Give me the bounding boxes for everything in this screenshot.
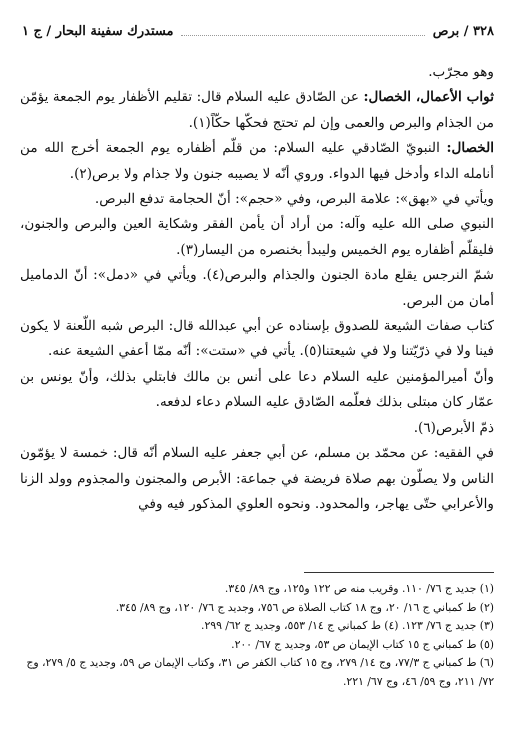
paragraph: ويأتي في «بهق»: علامة البرص، وفي «حجم»: أنّ الحجامة تدفع البرص. — [94, 191, 494, 208]
footnote: (٦) ط كمباني ج ٧٧/٣، وج ١٤/ ٢٧٩، وج ١٥ كتاب الكفر ص ٣١، وكتاب الإيمان ص ٥٩، وجديد ج ٥/ ٢٧٩، وج ٧٢/ ٢١١، وج ٥٩/ ٤٦، وج ٦٧/ ٢٢١. — [26, 656, 494, 688]
paragraph-text: النبويّ الصّادقي عليه السلام: من قلّم أظفاره يوم الجمعة أخرج الله من أنامله الداء وأدخل فيها الدواء. وروي أنّه لا يصيبه جنون ولا جذام ولا برص(٢). — [20, 140, 494, 182]
header-page-ref: ٣٢٨ / برص — [432, 23, 494, 39]
paragraph — [20, 136, 494, 187]
footnote: (٣) جديد ج ٧٦/ ١٢٣. (٤) ط كمباني ج ١٤/ ٥٥٣، وجديد ج ٦٢/ ٢٩٩. — [201, 619, 494, 633]
footnote-divider — [304, 572, 494, 573]
paragraph: وهو مجرّب. — [428, 64, 494, 80]
footnote: (٥) ط كمباني ج ١٥ كتاب الإيمان ص ٥٣، وجديد ج ٦٧/ ٢٠٠. — [231, 637, 494, 651]
source-label: الخصال: — [446, 140, 494, 157]
paragraph: وأنّ أميرالمؤمنين عليه السلام دعا على أنس بن مالك فابتلي بذلك، وأنّ يونس بن عمّار كان مبتلى بذلك فعلّمه الصّادق عليه السلام دعاء لدفعه. — [20, 368, 494, 411]
footnotes — [22, 580, 494, 692]
paragraph: في الفقيه: عن محمّد بن مسلم، عن أبي جعفر عليه السلام أنّه قال: خمسة لا يؤمّون الناس ولا يصلّون بهم صلاة فريضة في جماعة: الأبرص والمجنون والمجذوم وولد الزنا والأعرابي حتّى يهاجر، والمحدود. ونحوه العلوي المذكور فيه وفي — [20, 445, 494, 512]
footnote: (١) جديد ج ٧٦/ ١١٠. وقريب منه ص ١٢٢ و١٢٥، وج ٨٩/ ٣٤٥. — [224, 582, 494, 595]
paragraph — [20, 85, 494, 136]
paragraph: كتاب صفات الشيعة للصدوق بإسناده عن أبي عبدالله قال: البرص شبه اللّعنة لا يكون فينا ولا في ذرّيّتنا ولا في شيعتنا(٥). يأتي في «ستت»: أنّه ممّا أعفي الشيعة عنه. — [20, 318, 494, 360]
header-leader-dots — [181, 26, 424, 36]
footnote: (٢) ط كمباني ج ١٦/ ٢٠، وج ١٨ كتاب الصلاة ص ٧٥٦، وجديد ج ٧٦/ ١٢٠، وج ٨٩/ ٣٤٥. — [115, 600, 494, 614]
page-header — [22, 20, 494, 42]
paragraph: شمّ النرجس يقلع مادة الجنون والجذام والبرص(٤). ويأتي في «دمل»: أنّ الدماميل أمان من البرص. — [20, 267, 494, 309]
paragraph-text: عن الصّادق عليه السلام قال: تقليم الأظفار يوم الجمعة يؤمّن من الجذام والبرص والعمى وإن لم تحتج فحكّها حكّاً(١). — [20, 89, 494, 131]
header-book-ref: مستدرك سفينة البحار / ج ١ — [22, 23, 174, 39]
main-text — [20, 60, 494, 517]
source-label: ثواب الأعمال، الخصال: — [363, 89, 494, 106]
paragraph: النبوي صلى الله عليه وآله: من أراد أن يأمن الفقر وشكاية العين والبرص والجنون، فليقلّم أظفاره يوم الخميس وليبدأ بخنصره من اليسار(٣). — [20, 216, 494, 258]
paragraph: ذمّ الأبرص(٦). — [413, 419, 494, 436]
